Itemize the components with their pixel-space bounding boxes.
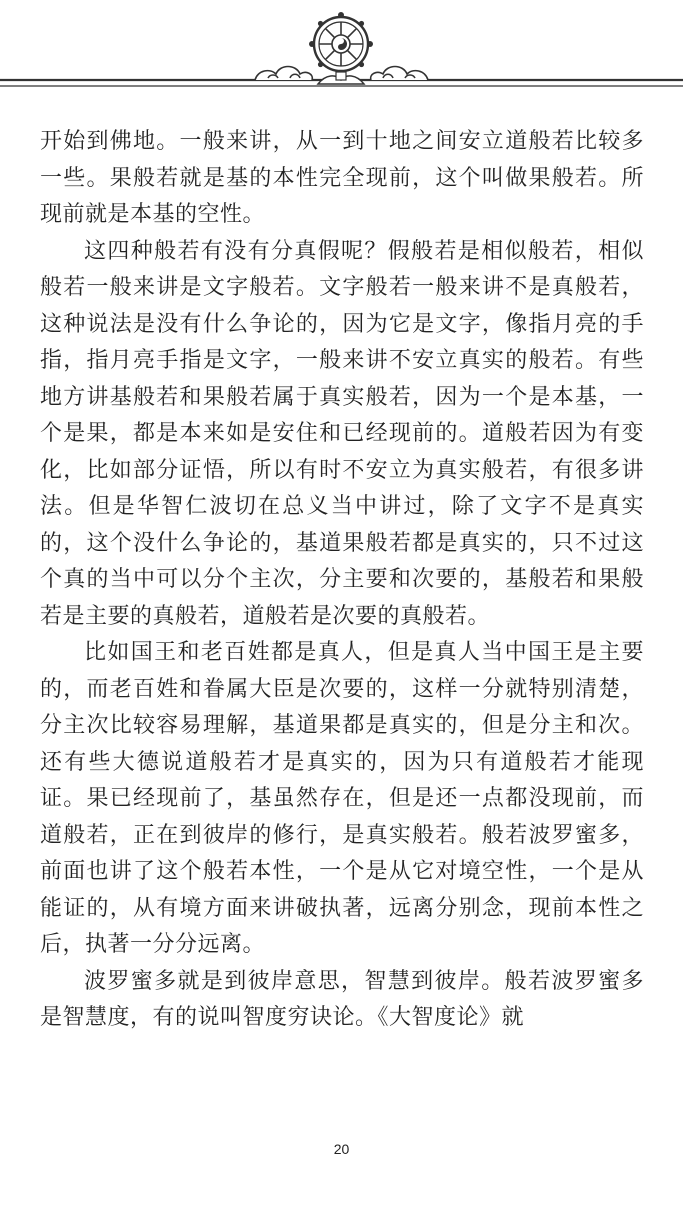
- cloud-ornament-right-icon: [371, 67, 428, 81]
- page-body: [40, 124, 644, 1037]
- page-number: 20: [333, 1141, 350, 1157]
- header-ornament-svg: [0, 0, 683, 100]
- page-header-ornament: [0, 0, 683, 100]
- paragraph-4: 波罗蜜多就是到彼岸意思，智慧到彼岸。般若波罗蜜多是智慧度，有的说叫智度穷诀论。《大智度论》就: [40, 968, 644, 1030]
- cloud-ornament-left-icon: [255, 67, 312, 81]
- paragraph-1: 开始到佛地。一般来讲，从一到十地之间安立道般若比较多一些。果般若就是基的本性完全现前，这个叫做果般若。所现前就是本基的空性。: [40, 129, 644, 227]
- dharma-wheel-icon: [309, 12, 373, 84]
- paragraph-3: 比如国王和老百姓都是真人，但是真人当中国王是主要的，而老百姓和眷属大臣是次要的，这样一分就特别清楚，分主次比较容易理解，基道果都是真实的，但是分主和次。还有些大德说道般若才是真实的，因为只有道般若才能现证。果已经现前了，基虽然存在，但是还一点都没现前，而道般若，正在到彼岸的修行，是真实般若。般若波罗蜜多，前面也讲了这个般若本性，一个是从它对境空性，一个是从能证的，从有境方面来讲破执著，远离分别念，现前本性之后，执著一分分远离。: [40, 640, 644, 957]
- paragraph-2: 这四种般若有没有分真假呢？假般若是相似般若，相似般若一般来讲是文字般若。文字般若一般来讲不是真般若，这种说法是没有什么争论的，因为它是文字，像指月亮的手指，指月亮手指是文字，一般来讲不安立真实的般若。有些地方讲基般若和果般若属于真实般若，因为一个是本基，一个是果，都是本来如是安住和已经现前的。道般若因为有变化，比如部分证悟，所以有时不安立为真实般若，有很多讲法。但是华智仁波切在总义当中讲过，除了文字不是真实的，这个没什么争论的，基道果般若都是真实的，只不过这个真的当中可以分个主次，分主要和次要的，基般若和果般若是主要的真般若，道般若是次要的真般若。: [40, 238, 644, 629]
